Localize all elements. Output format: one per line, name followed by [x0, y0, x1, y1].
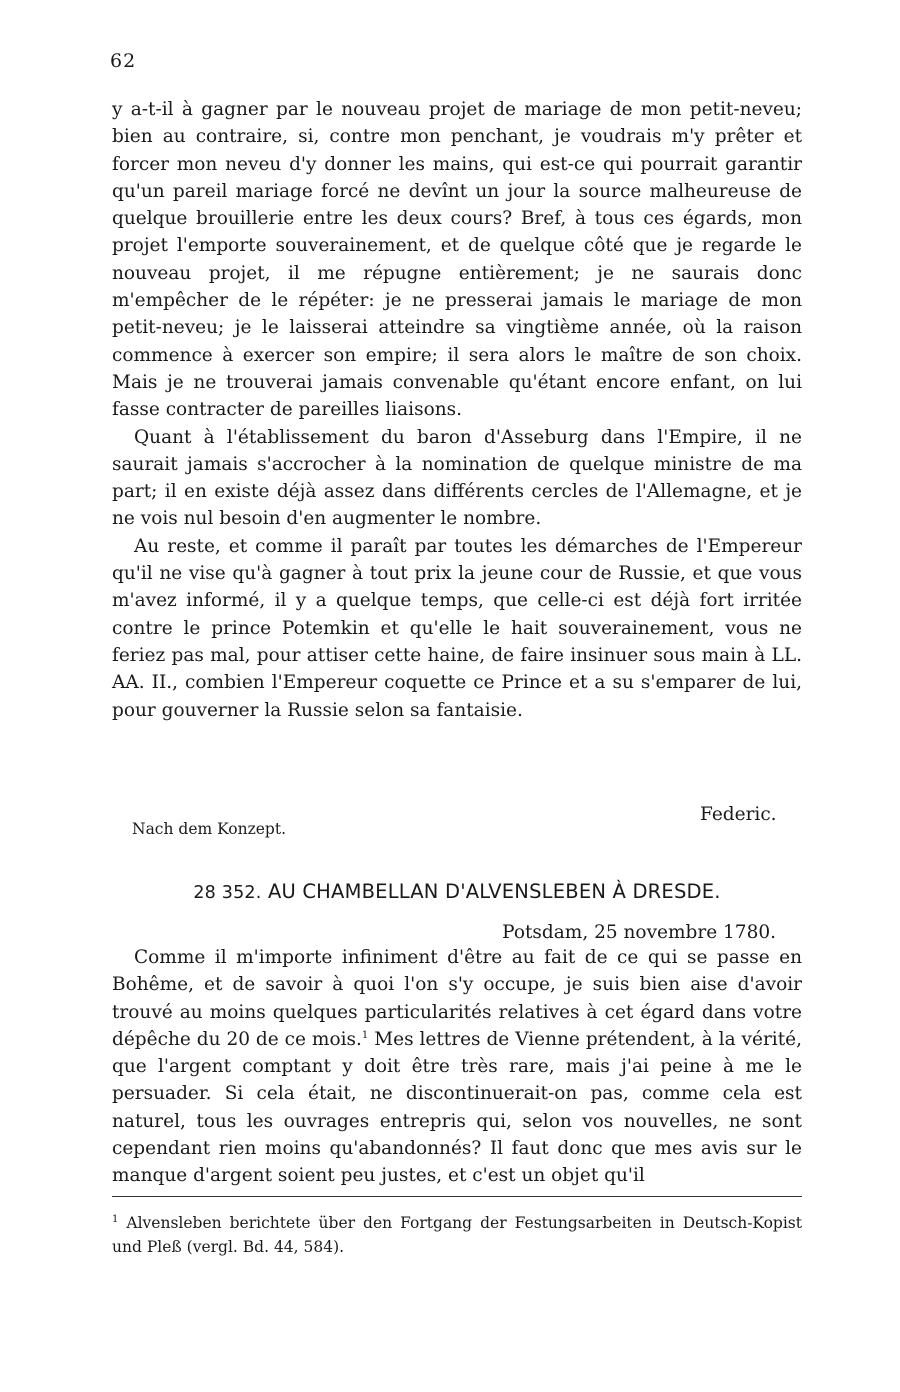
- paragraph-continued: y a-t-il à gagner par le nouveau projet de mariage de mon petit-neveu; bien au contraire, si, contre mon penchant, je voudrais m'y prêter et forcer mon neveu d'y donner les mains, qui est-ce qui pourrait garantir qu'un pareil mariage forcé ne devînt un jour la source malheureuse de quelque brouillerie entre les deux cours? Bref, à tous ces égards, mon projet l'emporte souverainement, et de quelque côté que je regarde le nouveau projet, il me répugne entièrement; je ne saurais donc m'empêcher de le répéter: je ne presserai jamais le mariage de mon petit-neveu; je le laisserai atteindre sa vingtième année, où la raison commence à exercer son empire; il sera alors le maître de son choix. Mais je ne trouverai jamais convenable qu'étant encore enfant, on lui fasse contracter de pareilles liaisons.: [112, 99, 802, 421]
- letter-body-part2: Mes lettres de Vienne prétendent, à la vérité, que l'argent comptant y doit être très rare, mais j'ai peine à me le persuader. Si cela était, ne discontinuerait-on pas, comme cela est naturel, tous les ouvrages entrepris qui, selon vos nouvelles, ne sont cependant rien moins qu'abandonnés? Il faut donc que mes avis sur le manque d'argent soient peu justes, et c'est un objet qu'il: [112, 1028, 802, 1187]
- source-note: Nach dem Konzept.: [132, 820, 287, 838]
- footnote-marker: 1: [112, 1213, 119, 1225]
- letter-title: AU CHAMBELLAN D'ALVENSLEBEN À DRESDE.: [267, 880, 721, 903]
- letter-body-part1: Comme il m'importe infiniment d'être au fait de ce qui se passe en Bohême, et de savoir à quoi l'on s'y occupe, je suis bien aise d'avoir trouvé au moins quelques particularités relatives à cet égard dans votre dépêche du 20 de ce mois.: [112, 947, 802, 1050]
- page-number: 62: [110, 50, 137, 72]
- footnote-text: Alvensleben berichtete über den Fortgang der Festungsarbeiten in Deutsch-Kopist und Pleß (vergl. Bd. 44, 584).: [112, 1214, 802, 1256]
- paragraph-potemkin: Au reste, et comme il paraît par toutes les démarches de l'Empereur qu'il ne vise qu'à gagner à tout prix la jeune cour de Russie, et que vous m'avez informé, il y a quelque temps, que celle-ci est déjà fort irritée contre le prince Potemkin et qu'elle le hait souverainement, vous ne feriez pas mal, pour attiser cette haine, de faire insinuer sous main à LL. AA. II., combien l'Empereur coquette ce Prince et a su s'emparer de lui, pour gouverner la Russie selon sa fantaisie.: [112, 535, 802, 721]
- letter-paragraph: [112, 944, 802, 1190]
- body-text-top: [112, 96, 802, 724]
- letter-heading: [112, 880, 802, 903]
- footnote-reference: 1: [361, 1029, 369, 1041]
- letter-body: [112, 944, 802, 1190]
- letter-number: 28 352.: [193, 883, 262, 903]
- footnote-divider: [112, 1196, 802, 1197]
- footnote: [112, 1211, 802, 1259]
- letter-dateline: Potsdam, 25 novembre 1780.: [502, 922, 776, 943]
- signature: Federic.: [700, 804, 777, 825]
- paragraph-asseburg: Quant à l'établissement du baron d'Asseburg dans l'Empire, il ne saurait jamais s'accrocher à la nomination de quelque ministre de ma part; il en existe déjà assez dans différents cercles de l'Allemagne, et je ne vois nul besoin d'en augmenter le nombre.: [112, 426, 802, 530]
